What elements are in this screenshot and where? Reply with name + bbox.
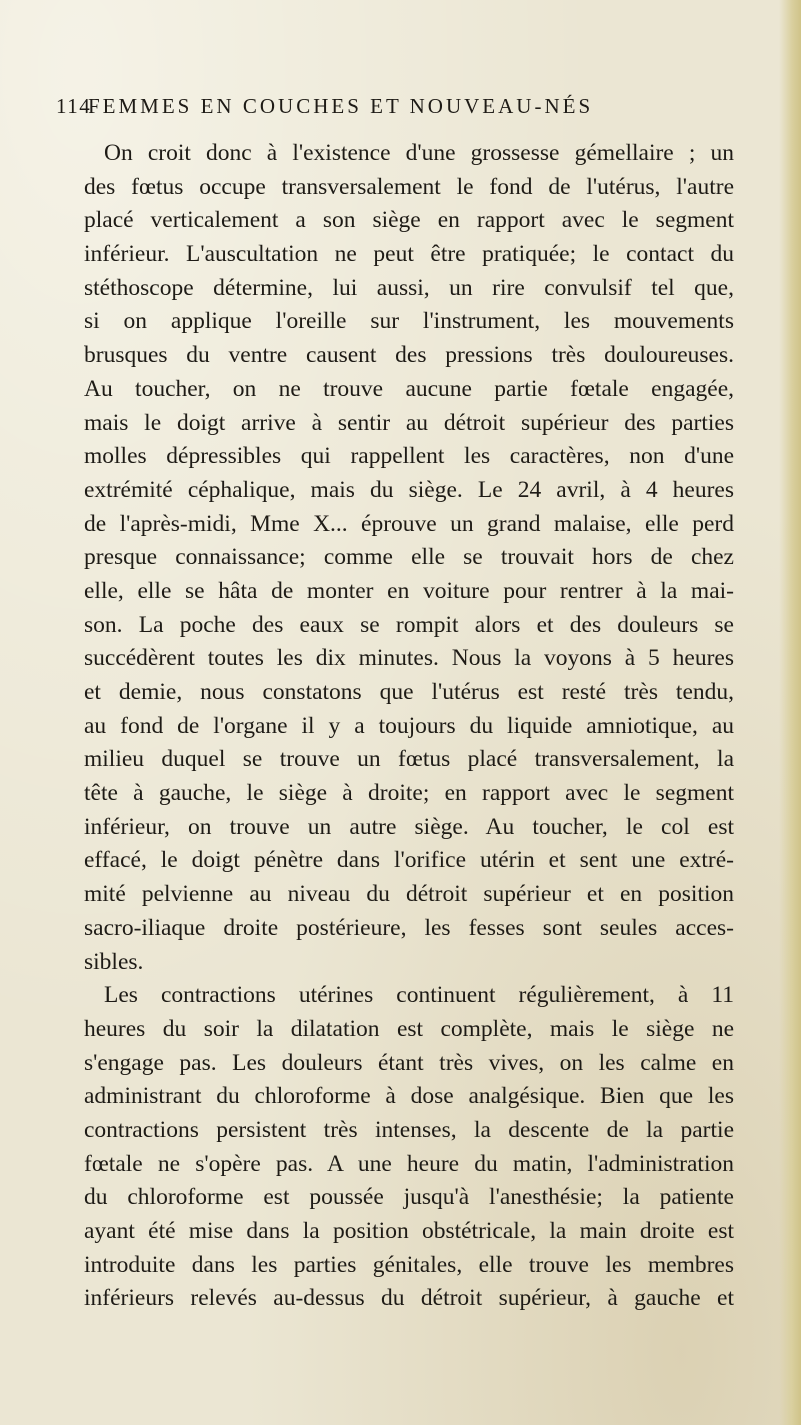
text-line: de l'après-midi, Mme X... éprouve un grand malaise, elle perd xyxy=(84,510,734,537)
running-header xyxy=(56,94,756,124)
text-line: inférieur. L'auscultation ne peut être pratiquée; le contact du xyxy=(84,241,734,268)
text-line: ayant été mise dans la position obstétricale, la main droite est xyxy=(84,1218,734,1244)
text-line: et demie, nous constatons que l'utérus est resté très tendu, xyxy=(84,679,734,705)
text-line: elle, elle se hâta de monter en voiture pour rentrer à la mai- xyxy=(84,577,734,604)
text-line: sacro-iliaque droite postérieure, les fesses sont seules acces- xyxy=(84,914,734,941)
page-number: 114 xyxy=(56,94,92,118)
text-line: introduite dans les parties génitales, elle trouve les membres xyxy=(84,1251,734,1278)
text-line: administrant du chloroforme à dose analgésique. Bien que les xyxy=(84,1083,734,1110)
text-line: placé verticalement a son siège en rapport avec le segment xyxy=(84,207,734,234)
text-line: sibles. xyxy=(84,948,144,975)
text-line: Au toucher, on ne trouve aucune partie fœtale engagée, xyxy=(84,375,734,402)
text-line: brusques du ventre causent des pressions très douloureuses. xyxy=(84,342,734,369)
text-line: On croit donc à l'existence d'une grossesse gémellaire ; un xyxy=(104,140,734,166)
text-line: presque connaissance; comme elle se trouvait hors de chez xyxy=(84,544,734,571)
text-line: tête à gauche, le siège à droite; en rapport avec le segment xyxy=(84,780,734,807)
text-line: mais le doigt arrive à sentir au détroit supérieur des parties xyxy=(84,409,734,436)
text-line: stéthoscope détermine, lui aussi, un rire convulsif tel que, xyxy=(84,274,734,301)
text-line: inférieurs relevés au-dessus du détroit supérieur, à gauche et xyxy=(84,1285,734,1312)
text-line: milieu duquel se trouve un fœtus placé transversalement, la xyxy=(84,746,734,773)
text-line: des fœtus occupe transversalement le fond de l'utérus, l'autre xyxy=(84,173,734,200)
text-line: Les contractions utérines continuent régulièrement, à 11 xyxy=(104,982,734,1009)
text-line: si on applique l'oreille sur l'instrument, les mouvements xyxy=(84,308,734,335)
text-line: succédèrent toutes les dix minutes. Nous la voyons à 5 heures xyxy=(84,645,734,672)
text-line: fœtale ne s'opère pas. A une heure du matin, l'administration xyxy=(84,1150,734,1177)
text-line: effacé, le doigt pénètre dans l'orifice utérin et sent une extré- xyxy=(84,847,734,874)
text-line: du chloroforme est poussée jusqu'à l'anesthésie; la patiente xyxy=(84,1184,734,1211)
text-line: s'engage pas. Les douleurs étant très vives, on les calme en xyxy=(84,1049,734,1076)
text-line: au fond de l'organe il y a toujours du liquide amniotique, au xyxy=(84,712,734,739)
text-line: contractions persistent très intenses, la descente de la partie xyxy=(84,1116,734,1143)
text-line: inférieur, on trouve un autre siège. Au toucher, le col est xyxy=(84,813,734,840)
text-line: extrémité céphalique, mais du siège. Le 24 avril, à 4 heures xyxy=(84,476,734,503)
running-title: FEMMES EN COUCHES ET NOUVEAU-NÉS xyxy=(88,94,594,118)
page-edge-shading xyxy=(779,0,801,1425)
text-line: son. La poche des eaux se rompit alors et des douleurs se xyxy=(84,611,734,638)
text-line: heures du soir la dilatation est complète, mais le siège ne xyxy=(84,1015,734,1042)
text-line: molles dépressibles qui rappellent les caractères, non d'une xyxy=(84,443,734,470)
body-text xyxy=(84,137,734,1316)
text-line: mité pelvienne au niveau du détroit supérieur et en position xyxy=(84,881,734,908)
